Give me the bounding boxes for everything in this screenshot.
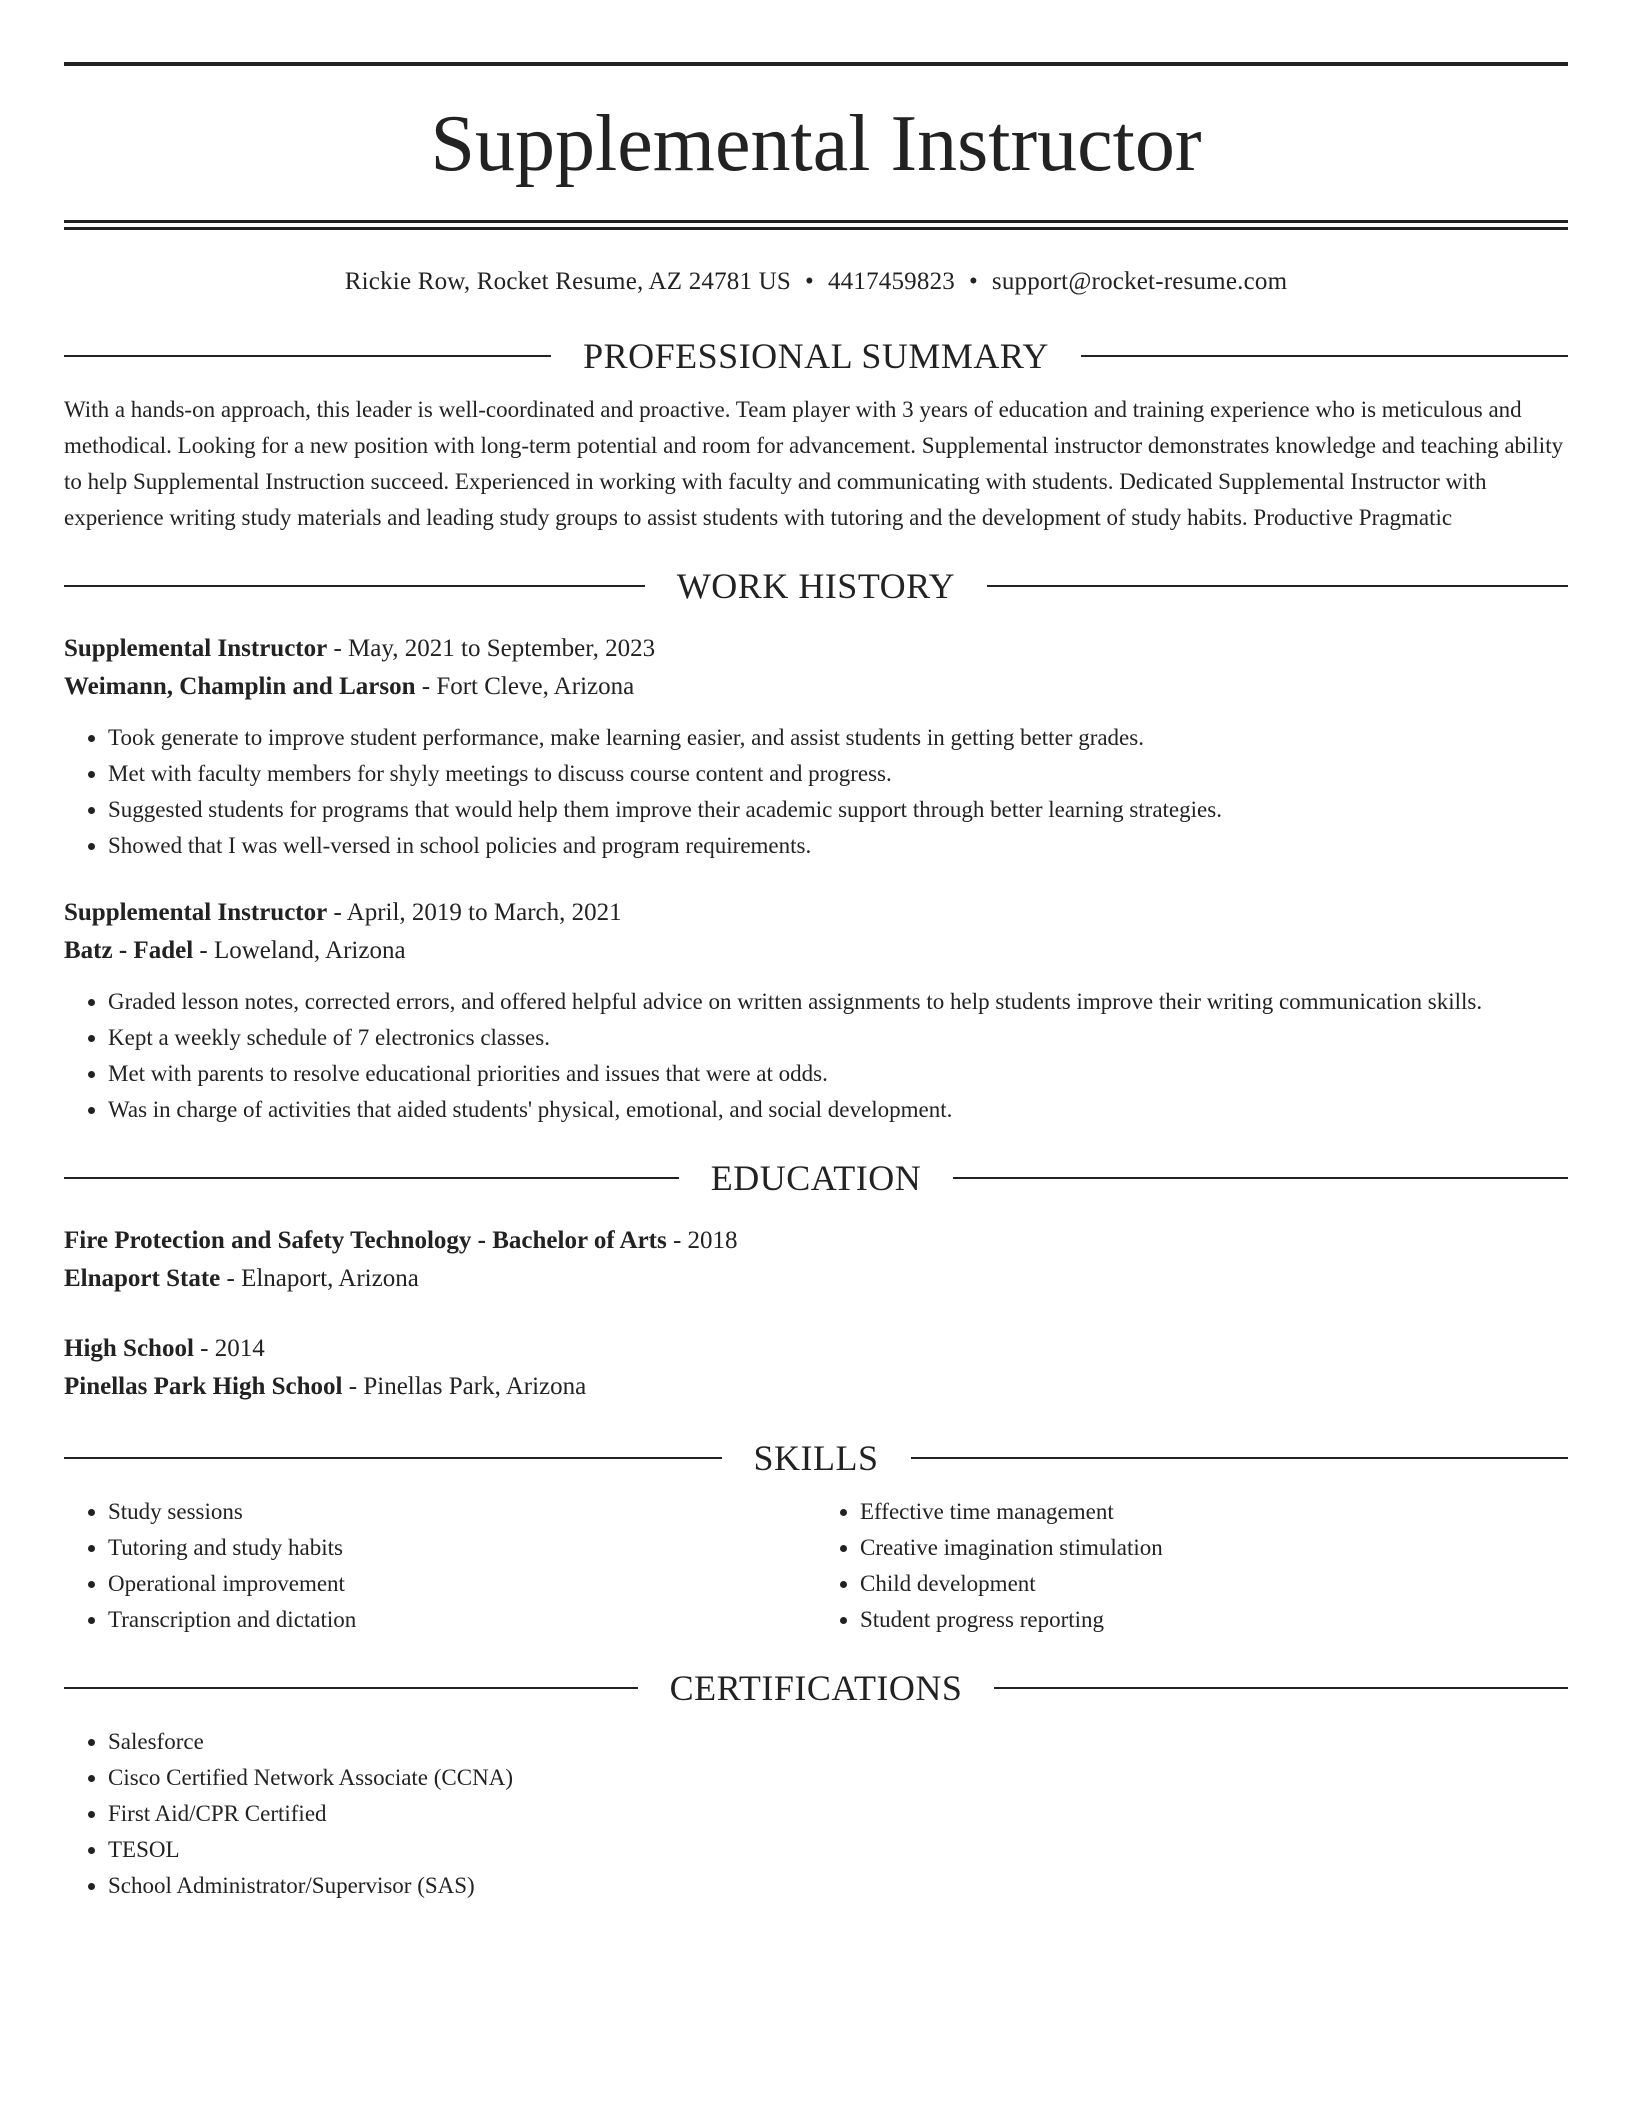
section-heading-summary xyxy=(64,334,1568,378)
education-year: - 2018 xyxy=(666,1227,738,1254)
skill-item: • Student progress reporting xyxy=(860,1602,1568,1638)
job-bullet: • Met with faculty members for shyly meetings to discuss course content and progress. xyxy=(108,756,1568,792)
contact-email: support@rocket-resume.com xyxy=(991,268,1288,295)
job-entry xyxy=(64,630,1568,864)
education-degree-line xyxy=(64,1222,1568,1260)
skill-item: • Child development xyxy=(860,1566,1568,1602)
section-heading-work-history xyxy=(64,564,1568,608)
education-location: - Pinellas Park, Arizona xyxy=(342,1373,587,1400)
skill-item: • Study sessions xyxy=(108,1494,816,1530)
education-entry xyxy=(64,1222,1568,1298)
certification-item: • Salesforce xyxy=(108,1724,1568,1760)
skill-item: • Creative imagination stimulation xyxy=(860,1530,1568,1566)
job-company-line xyxy=(64,668,1568,706)
job-location: - Fort Cleve, Arizona xyxy=(415,673,635,700)
certification-item: • TESOL xyxy=(108,1832,1568,1868)
heading-rule-right xyxy=(953,1177,1568,1179)
skills-list-right xyxy=(816,1494,1568,1638)
heading-rule-right xyxy=(1081,355,1568,357)
job-company: Batz - Fadel xyxy=(64,937,194,964)
job-location: - Loweland, Arizona xyxy=(193,937,406,964)
education-school-line xyxy=(64,1260,1568,1298)
job-bullet: • Suggested students for programs that would help them improve their academic support through better learning strategies. xyxy=(108,792,1568,828)
section-title: SKILLS xyxy=(753,1438,879,1478)
job-dates: - May, 2021 to September, 2023 xyxy=(327,635,656,662)
education-degree: Fire Protection and Safety Technology - Bachelor of Arts xyxy=(64,1227,667,1254)
heading-rule-left xyxy=(64,1457,722,1459)
job-bullet: • Kept a weekly schedule of 7 electronics classes. xyxy=(108,1020,1568,1056)
job-title: Supplemental Instructor xyxy=(64,899,328,926)
heading-rule-left xyxy=(64,1687,638,1689)
contact-phone: 4417459823 xyxy=(827,268,955,295)
job-dates: - April, 2019 to March, 2021 xyxy=(327,899,622,926)
job-title-line xyxy=(64,630,1568,668)
contact-separator: • xyxy=(968,268,978,295)
summary-text: With a hands-on approach, this leader is well-coordinated and proactive. Team player with 3 years of education and training experience who is meticulous and methodical. Looking for a new position with long-term potential and room for advancement. Supplemental instructor demonstrates knowledge and teaching ability to help Supplemental Instruction succeed. Experienced in working with faculty and communicating with students. Dedicated Supplemental Instructor with experience writing study materials and leading study groups to assist students with tutoring and the development of study habits. Productive Pragmatic xyxy=(64,397,1564,530)
certification-item: • First Aid/CPR Certified xyxy=(108,1796,1568,1832)
skill-item: • Transcription and dictation xyxy=(108,1602,816,1638)
section-heading-skills xyxy=(64,1436,1568,1480)
job-bullet: • Took generate to improve student performance, make learning easier, and assist students in getting better grades. xyxy=(108,720,1568,756)
job-company: Weimann, Champlin and Larson xyxy=(64,673,416,700)
heading-rule-left xyxy=(64,355,551,357)
heading-rule-right xyxy=(994,1687,1568,1689)
job-bullets xyxy=(64,720,1568,864)
job-bullet: • Showed that I was well-versed in school policies and program requirements. xyxy=(108,828,1568,864)
section-heading-education xyxy=(64,1156,1568,1200)
education-degree-line xyxy=(64,1330,1568,1368)
heading-rule-left xyxy=(64,585,645,587)
skill-item: • Operational improvement xyxy=(108,1566,816,1602)
job-title-line xyxy=(64,894,1568,932)
resume-title: Supplemental Instructor xyxy=(430,100,1202,188)
job-bullet: • Met with parents to resolve educational priorities and issues that were at odds. xyxy=(108,1056,1568,1092)
job-title: Supplemental Instructor xyxy=(64,635,328,662)
contact-line xyxy=(64,264,1568,300)
education-school: Pinellas Park High School xyxy=(64,1373,343,1400)
heading-rule-right xyxy=(987,585,1568,587)
education-year: - 2014 xyxy=(193,1335,265,1362)
education-school-line xyxy=(64,1368,1568,1406)
section-title: PROFESSIONAL SUMMARY xyxy=(583,336,1049,376)
section-title: EDUCATION xyxy=(710,1158,922,1198)
education-school: Elnaport State xyxy=(64,1265,221,1292)
job-entry xyxy=(64,894,1568,1128)
job-bullet: • Was in charge of activities that aided students' physical, emotional, and social development. xyxy=(108,1092,1568,1128)
skill-item: • Tutoring and study habits xyxy=(108,1530,816,1566)
certifications-list xyxy=(64,1724,1568,1904)
skill-item: • Effective time management xyxy=(860,1494,1568,1530)
heading-rule-left xyxy=(64,1177,679,1179)
section-title: CERTIFICATIONS xyxy=(669,1668,963,1708)
certification-item: • School Administrator/Supervisor (SAS) xyxy=(108,1868,1568,1904)
job-company-line xyxy=(64,932,1568,970)
contact-address: Rickie Row, Rocket Resume, AZ 24781 US xyxy=(344,268,792,295)
skills-columns xyxy=(64,1494,1568,1638)
heading-rule-right xyxy=(911,1457,1569,1459)
section-title: WORK HISTORY xyxy=(676,566,956,606)
skills-list-left xyxy=(64,1494,816,1638)
education-location: - Elnaport, Arizona xyxy=(220,1265,419,1292)
job-bullets xyxy=(64,984,1568,1128)
title-double-rule xyxy=(64,220,1568,230)
top-rule xyxy=(64,62,1568,66)
education-entry xyxy=(64,1330,1568,1406)
job-bullet: • Graded lesson notes, corrected errors, and offered helpful advice on written assignments to help students improve their writing communication skills. xyxy=(108,984,1568,1020)
education-degree: High School xyxy=(64,1335,194,1362)
certification-item: • Cisco Certified Network Associate (CCNA) xyxy=(108,1760,1568,1796)
contact-separator: • xyxy=(805,268,814,295)
section-heading-certifications xyxy=(64,1666,1568,1710)
